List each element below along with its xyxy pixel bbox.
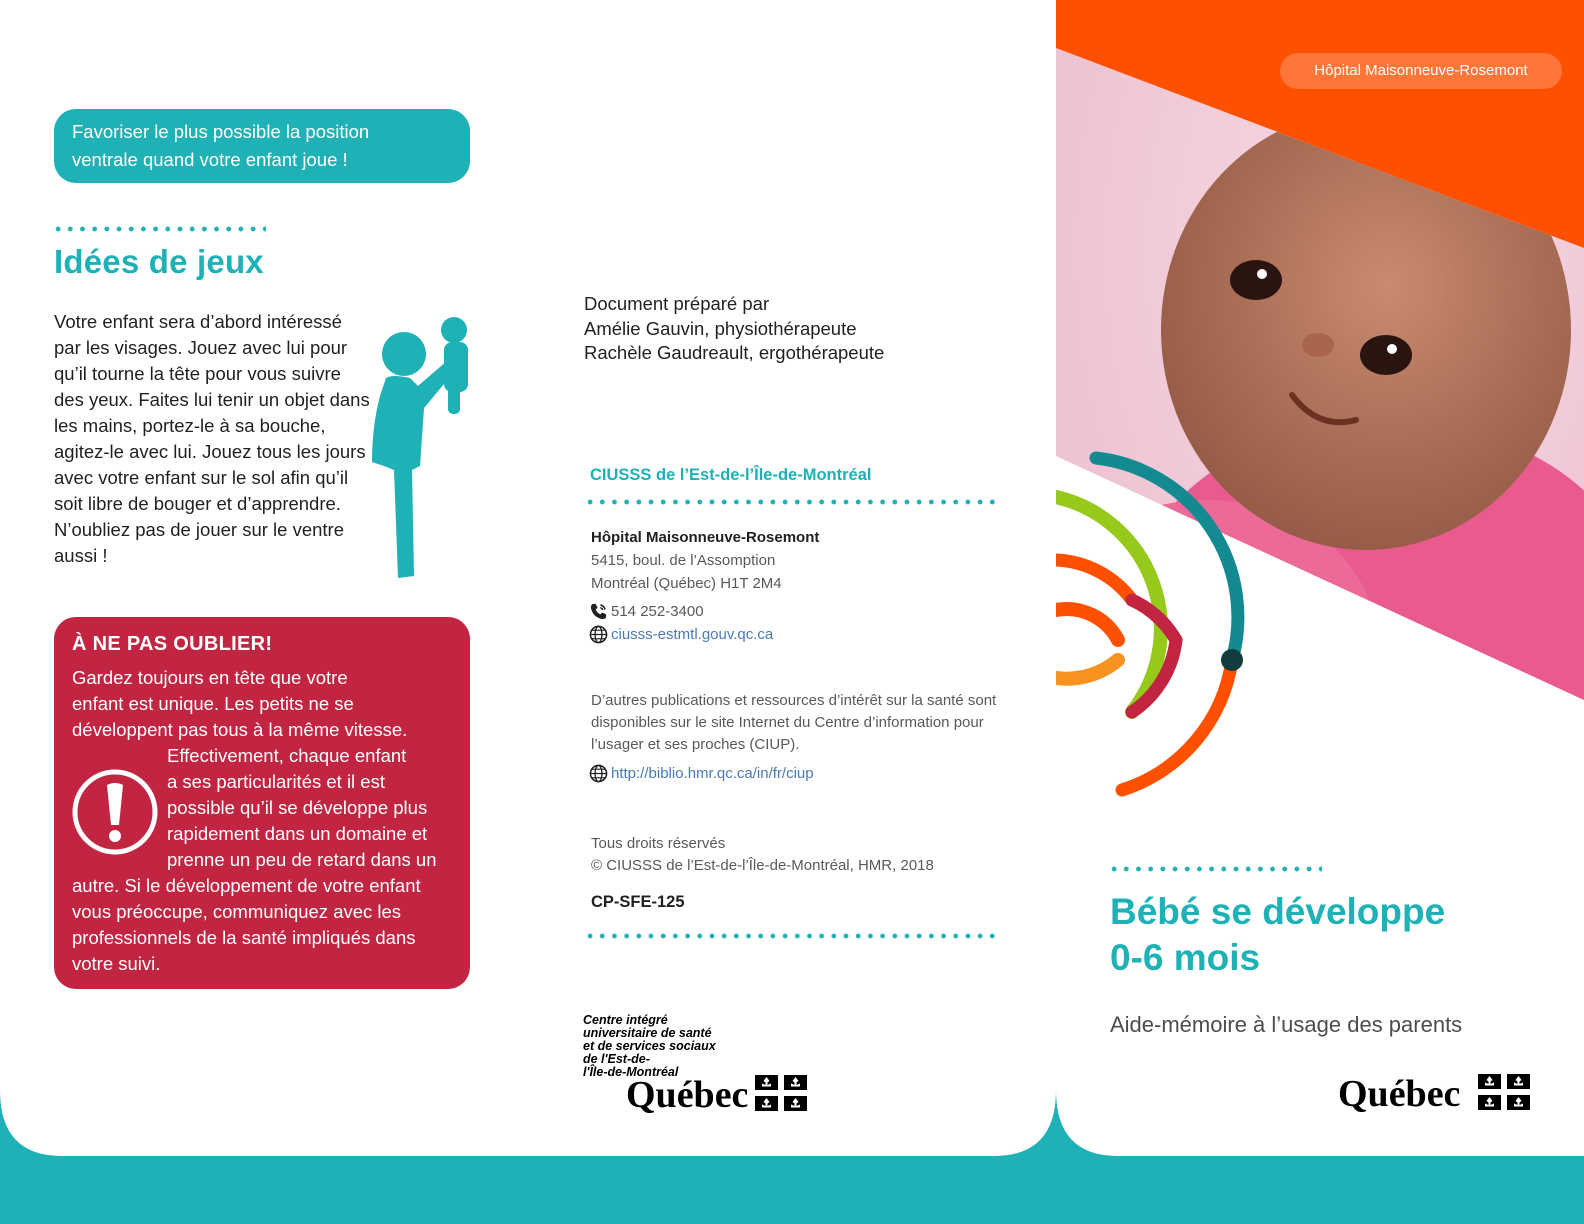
globe-icon — [589, 625, 608, 644]
warning-line: développent pas tous à la même vitesse. — [72, 719, 408, 740]
copyright-line: © CIUSSS de l’Est-de-l’Île-de-Montréal, HMR, 2018 — [591, 857, 934, 874]
parent-holding-baby-icon — [370, 316, 482, 580]
quebec-wordmark: Québec — [626, 1074, 749, 1116]
warning-line: vous préoccupe, communiquez avec les — [72, 901, 402, 922]
author-name: Rachèle Gaudreault, ergothérapeute — [584, 342, 885, 363]
ciup-link[interactable]: http://biblio.hmr.qc.ca/in/fr/ciup — [611, 765, 814, 782]
warning-line: autre. Si le développement de votre enfant — [72, 875, 421, 896]
rights-line: Tous droits réservés — [591, 835, 726, 852]
section-title: Idées de jeux — [54, 243, 264, 280]
cover-title — [1110, 889, 1445, 981]
section-body-text: Votre enfant sera d’abord intéressé par les visages. Jouez avec lui pour qu’il tourne la tête pour vous suivre des yeux. Faites lui tenir un objet dans les mains, portez-le à sa bouche, agitez-le avec lui. Jouez tous les jours avec votre enfant sur le sol afin qu’il soit libre de bouger et d’apprendre. N’oubliez pas de jouer sur le ventre aussi ! — [54, 311, 370, 566]
ciup-link-row[interactable] — [589, 764, 814, 783]
quebec-wordmark: Québec — [1338, 1073, 1461, 1115]
callout-line: Favoriser le plus possible la position — [72, 121, 370, 142]
prepared-by-block — [584, 292, 884, 366]
warning-line: possible qu’il se développe plus — [167, 797, 428, 818]
bottom-wave-band — [0, 1040, 1584, 1224]
logo-line: et de services sociaux — [583, 1039, 716, 1053]
hospital-name: Hôpital Maisonneuve-Rosemont — [591, 529, 820, 546]
ciusss-logo-text — [583, 1014, 753, 1079]
logo-line: l'Île-de-Montréal — [583, 1065, 679, 1079]
publications-text: D’autres publications et ressources d’intérêt sur la santé sont disponibles sur le site Internet du Centre d’information pour l’usager et ses proches (CIUP). — [591, 692, 997, 753]
cover-title-line: 0-6 mois — [1110, 937, 1261, 978]
address-line: 5415, boul. de l’Assomption — [591, 552, 776, 569]
warning-line: Gardez toujours en tête que votre — [72, 667, 348, 688]
warning-line: rapidement dans un domaine et — [167, 823, 428, 844]
website-link[interactable]: ciusss-estmtl.gouv.qc.ca — [611, 626, 774, 643]
warning-line: professionnels de la santé impliqués dans — [72, 927, 416, 948]
cover-title-line: Bébé se développe — [1110, 891, 1446, 932]
quebec-fleurdelise-icon — [1478, 1074, 1530, 1110]
hospital-tag: Hôpital Maisonneuve-Rosemont — [1280, 53, 1562, 89]
warning-line: Effectivement, chaque enfant — [167, 745, 407, 766]
warning-line: votre suivi. — [72, 953, 161, 974]
globe-icon — [589, 764, 608, 783]
dotted-divider — [1108, 866, 1322, 872]
phone-icon — [589, 602, 608, 621]
address-line: Montréal (Québec) H1T 2M4 — [591, 575, 782, 592]
dotted-divider — [584, 933, 1002, 939]
phone-number: 514 252-3400 — [611, 603, 704, 620]
website-row[interactable] — [589, 625, 773, 644]
logo-line: universitaire de santé — [583, 1026, 712, 1040]
warning-line: enfant est unique. Les petits ne se — [72, 693, 354, 714]
document-code: CP-SFE-125 — [591, 893, 685, 911]
warning-box — [54, 617, 470, 989]
cover-subtitle: Aide-mémoire à l’usage des parents — [1110, 1012, 1463, 1037]
cover-photo-baby — [1056, 0, 1584, 830]
warning-title: À NE PAS OUBLIER! — [72, 633, 273, 655]
dotted-divider — [584, 499, 1002, 505]
phone-row — [589, 602, 704, 621]
rights-block — [591, 833, 934, 877]
exclamation-circle-icon — [70, 767, 160, 857]
ciusss-title: CIUSSS de l’Est-de-l’Île-de-Montréal — [590, 466, 872, 484]
position-tip-callout — [54, 109, 470, 183]
callout-line: ventrale quand votre enfant joue ! — [72, 149, 348, 170]
logo-line: de l'Est-de- — [583, 1052, 650, 1066]
dotted-divider — [52, 226, 266, 232]
prepared-by-label: Document préparé par — [584, 293, 770, 314]
quebec-fleurdelise-icon — [755, 1075, 807, 1111]
warning-line: a ses particularités et il est — [167, 771, 385, 792]
logo-line: Centre intégré — [583, 1013, 668, 1027]
warning-line: prenne un peu de retard dans un — [167, 849, 437, 870]
author-name: Amélie Gauvin, physiothérapeute — [584, 317, 857, 339]
